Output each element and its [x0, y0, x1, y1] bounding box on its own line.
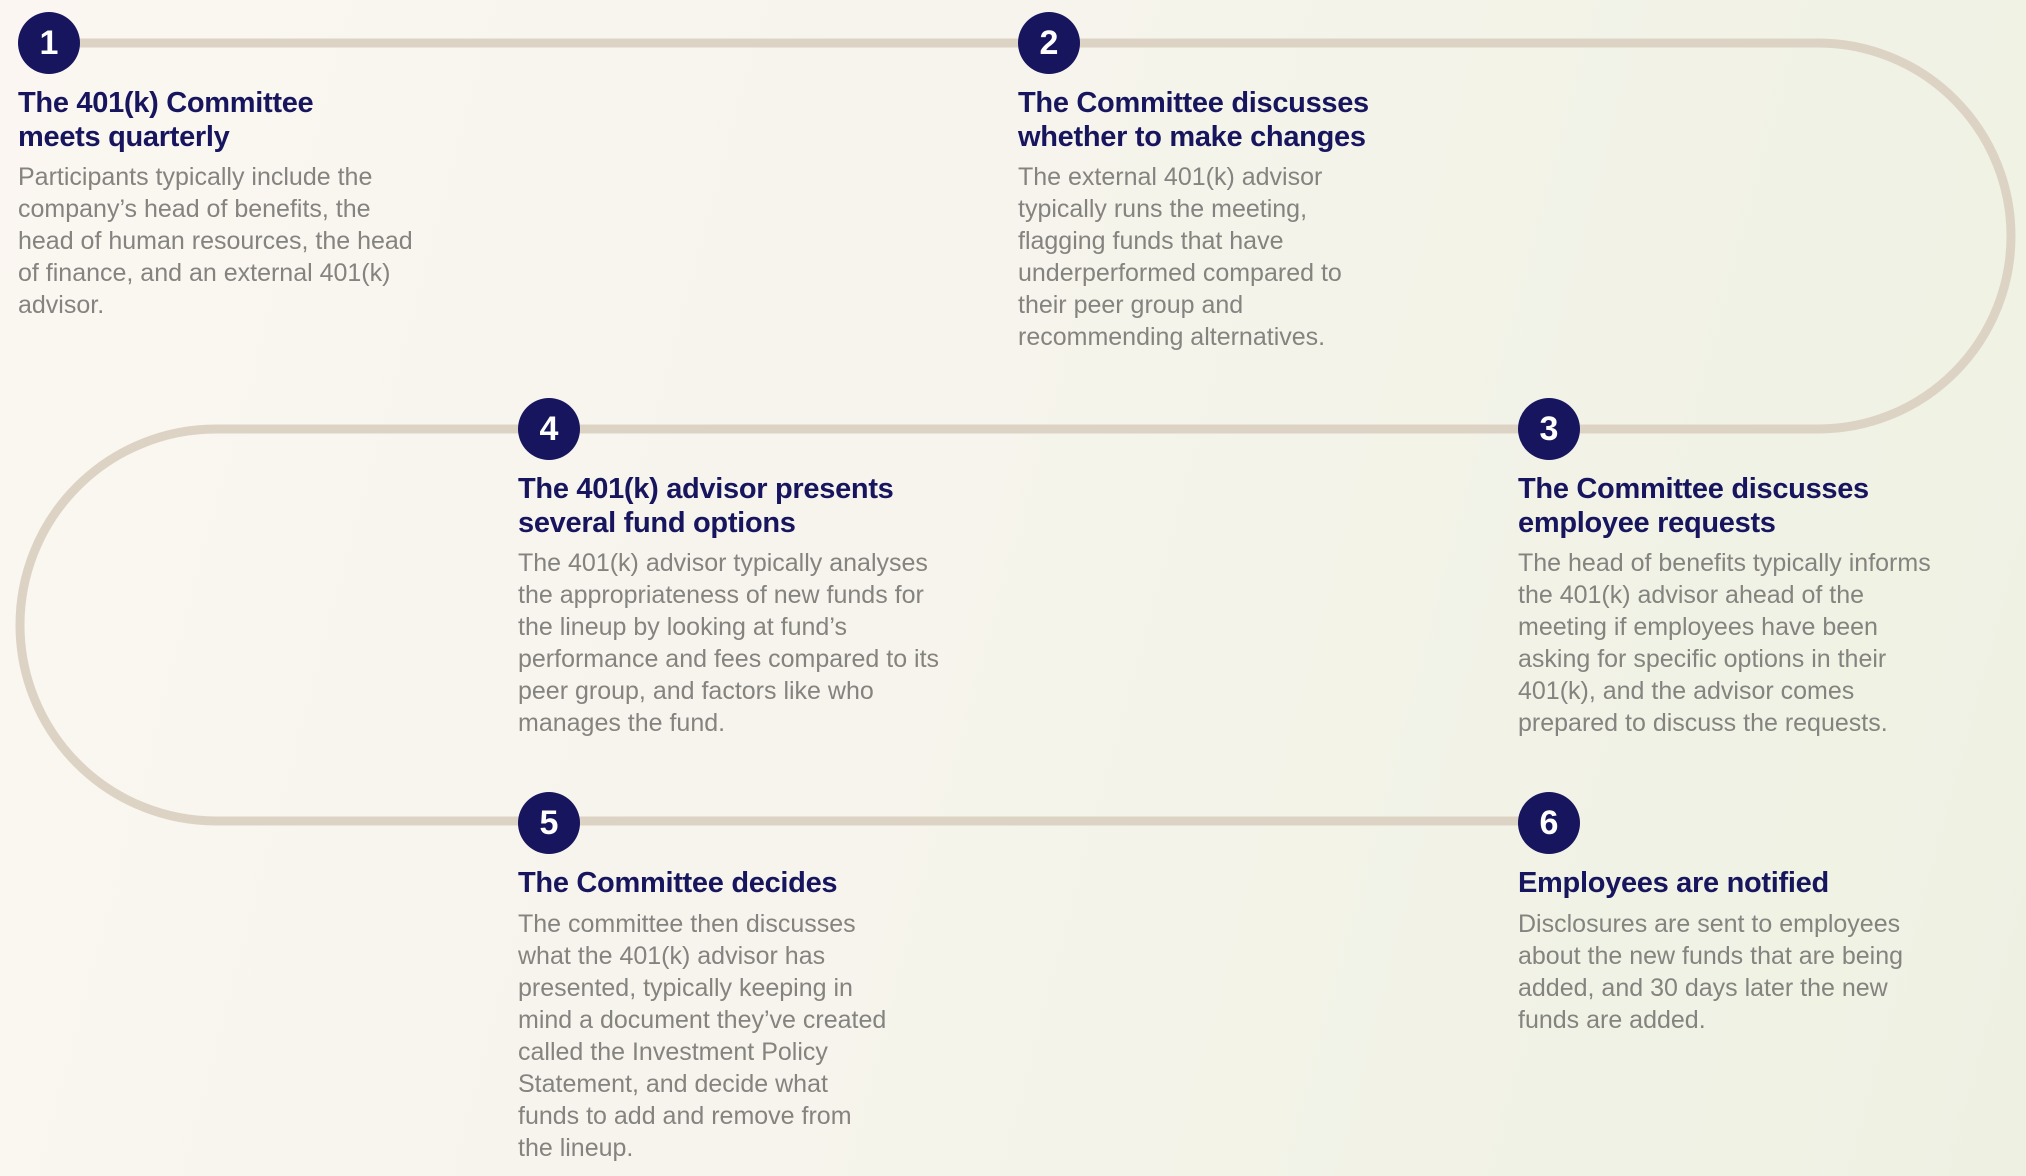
step-description: The external 401(k) advisor typically runs the meeting, flagging funds that have underperformed compared to their peer group and recommending alternatives. [1018, 163, 1342, 351]
step-title: The Committee discusses employee requests [1518, 473, 1869, 539]
step-description: The 401(k) advisor typically analyses the appropriateness of new funds for the lineup by looking at fund’s performance and fees compared to its peer group, and factors like who manages the fund. [518, 549, 940, 737]
step-title: The Committee decides [518, 867, 838, 899]
step-description: Participants typically include the company’s head of benefits, the head of human resources, the head of finance, and an external 401(k) advisor. [18, 163, 413, 319]
step-number-badge: 6 [1518, 792, 1580, 854]
step-description: The committee then discusses what the 401(k) advisor has presented, typically keeping in mind a document they’ve created called the Investment Policy Statement, and decide what funds to add and remove from the lineup. [518, 910, 887, 1162]
step-description: The head of benefits typically informs the 401(k) advisor ahead of the meeting if employees have been asking for specific options in their 401(k), and the advisor comes prepared to discuss the requests. [1518, 549, 1931, 737]
step-title: The Committee discusses whether to make changes [1018, 87, 1369, 153]
step-number-badge: 2 [1018, 12, 1080, 74]
step-title: The 401(k) Committee meets quarterly [18, 87, 314, 153]
step-number-badge: 5 [518, 792, 580, 854]
step-number-badge: 4 [518, 398, 580, 460]
step-description: Disclosures are sent to employees about the new funds that are being added, and 30 days later the new funds are added. [1518, 910, 1904, 1034]
step-number-badge: 1 [18, 12, 80, 74]
step-title: The 401(k) advisor presents several fund options [518, 473, 894, 539]
step-number-badge: 3 [1518, 398, 1580, 460]
step-title: Employees are notified [1518, 867, 1829, 899]
